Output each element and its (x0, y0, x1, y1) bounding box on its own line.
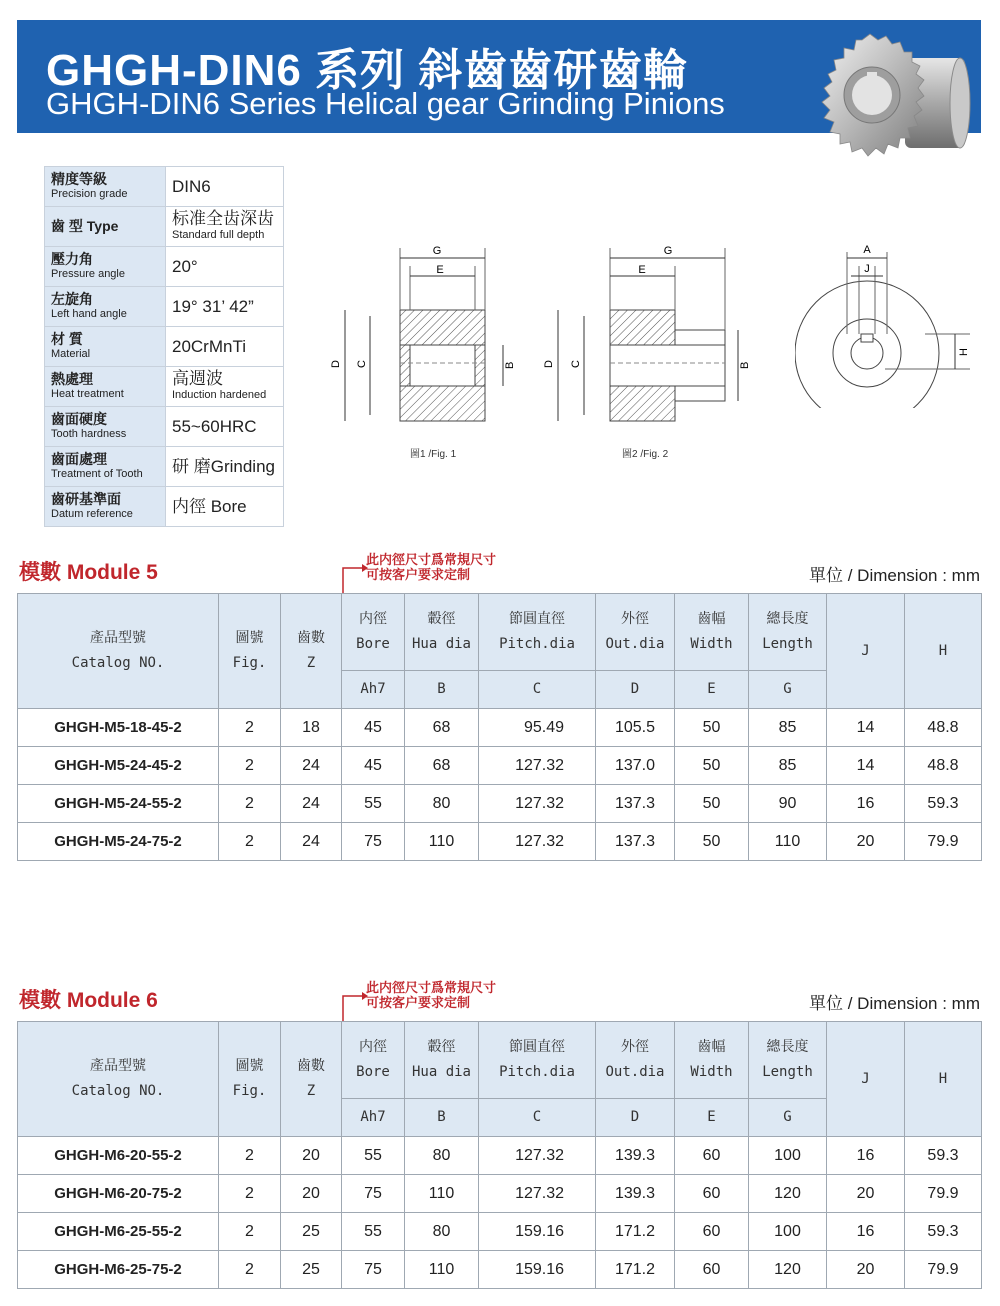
cell-length: 120 (749, 1175, 827, 1213)
cell-hub: 68 (405, 709, 479, 747)
col-out-en: Out.dia (605, 1064, 665, 1080)
front-view-drawing (795, 238, 980, 408)
spec-key-en: Precision grade (51, 187, 128, 200)
cell-length: 100 (749, 1137, 827, 1175)
cell-out: 171.2 (596, 1213, 675, 1251)
gear-photo-icon (800, 30, 980, 180)
col-pitch-en: Pitch.dia (499, 1064, 575, 1080)
cell-h: 48.8 (905, 709, 982, 747)
col-j (827, 1022, 905, 1137)
col-pitch-sub (479, 671, 596, 709)
col-j-label: J (861, 1070, 870, 1087)
cell-pitch: 159.16 (479, 1213, 596, 1251)
bore-note-line1: 此内徑尺寸爲常規尺寸 (366, 552, 497, 567)
spec-key (45, 447, 166, 487)
spec-row (45, 167, 284, 207)
spec-value (166, 367, 284, 407)
unit-label: 單位 / Dimension : mm (809, 994, 980, 1013)
cell-bore: 55 (342, 785, 405, 823)
cell-length: 85 (749, 747, 827, 785)
col-out-sub (596, 671, 675, 709)
spec-value (166, 167, 284, 207)
col-hub-sub-label: B (437, 1109, 446, 1125)
page-subtitle: GHGH-DIN6 Series Helical gear Grinding Pinions (46, 86, 725, 121)
col-pitch-en: Pitch.dia (499, 636, 575, 652)
spec-value-main: 标准全齿深齿 (172, 208, 274, 228)
spec-key (45, 207, 166, 247)
col-pitch-sub-label: C (532, 1109, 542, 1125)
cell-h: 79.9 (905, 1251, 982, 1289)
spec-key (45, 327, 166, 367)
cell-bore: 45 (342, 709, 405, 747)
col-catalog-cn: 產品型號 (90, 630, 146, 646)
col-out-sub-label: D (630, 1109, 640, 1125)
spec-value (166, 247, 284, 287)
col-hub-sub-label: B (437, 681, 446, 697)
figure-2-drawing (538, 238, 768, 438)
figure-1-caption: 圖1 /Fig. 1 (410, 449, 457, 460)
cell-out: 137.3 (596, 823, 675, 861)
cell-catalog: GHGH-M5-18-45-2 (18, 709, 219, 747)
cell-out: 139.3 (596, 1175, 675, 1213)
cell-j: 20 (827, 1175, 905, 1213)
col-pitch (479, 1022, 596, 1099)
col-out-cn: 外徑 (621, 611, 649, 627)
cell-catalog: GHGH-M5-24-55-2 (18, 785, 219, 823)
cell-teeth: 25 (281, 1213, 342, 1251)
cell-hub: 80 (405, 1213, 479, 1251)
cell-teeth: 18 (281, 709, 342, 747)
cell-h: 59.3 (905, 1213, 982, 1251)
spec-value-main: DIN6 (172, 176, 211, 196)
col-bore (342, 594, 405, 671)
cell-width: 50 (675, 785, 749, 823)
col-width-en: Width (690, 1064, 733, 1080)
col-length-cn: 總長度 (766, 1039, 809, 1055)
col-hub-cn: 轂徑 (427, 1039, 456, 1055)
col-pitch (479, 594, 596, 671)
col-bore-sub (342, 1099, 405, 1137)
spec-value-main: 研 磨Grinding (172, 456, 275, 476)
spec-row (45, 487, 284, 527)
spec-key-en: Datum reference (51, 507, 133, 520)
col-bore-sub-label: Ah7 (360, 681, 386, 697)
spec-key (45, 287, 166, 327)
cell-bore: 75 (342, 1251, 405, 1289)
fig1-label-e: E (436, 264, 444, 276)
cell-out: 105.5 (596, 709, 675, 747)
spec-key (45, 167, 166, 207)
cell-length: 120 (749, 1251, 827, 1289)
col-bore-cn: 内徑 (359, 1039, 387, 1055)
col-teeth-cn: 齒數 (297, 630, 325, 646)
col-catalog (18, 594, 219, 709)
cell-fig: 2 (219, 1137, 281, 1175)
cell-h: 59.3 (905, 1137, 982, 1175)
cell-j: 16 (827, 785, 905, 823)
col-hub-en: Hua dia (411, 1064, 471, 1080)
spec-key-en: Left hand angle (51, 307, 127, 320)
bore-note (366, 980, 496, 1010)
cell-length: 85 (749, 709, 827, 747)
cell-j: 20 (827, 823, 905, 861)
table-row (18, 823, 982, 861)
bore-note-line2: 可按客户要求定制 (366, 995, 471, 1010)
cell-catalog: GHGH-M6-20-75-2 (18, 1175, 219, 1213)
spec-value (166, 327, 284, 367)
cell-hub: 110 (405, 1251, 479, 1289)
fig1-label-c: C (356, 360, 368, 368)
fig2-label-b: B (739, 361, 751, 369)
col-bore-en: Bore (356, 1064, 390, 1080)
spec-key-en: Treatment of Tooth (51, 467, 143, 480)
cell-fig: 2 (219, 785, 281, 823)
cell-j: 16 (827, 1137, 905, 1175)
col-pitch-cn: 節圓直徑 (509, 1039, 565, 1055)
cell-hub: 110 (405, 1175, 479, 1213)
col-width-sub (675, 1099, 749, 1137)
module-5-title: 模數 Module 5 (19, 561, 158, 584)
col-hub-en: Hua dia (411, 636, 471, 652)
cell-fig: 2 (219, 1251, 281, 1289)
cell-j: 20 (827, 1251, 905, 1289)
cell-bore: 75 (342, 1175, 405, 1213)
cell-width: 60 (675, 1251, 749, 1289)
spec-value (166, 407, 284, 447)
spec-key-en: Material (51, 347, 91, 360)
spec-row (45, 287, 284, 327)
spec-key-cn: 精度等級 (51, 170, 107, 187)
front-label-j: J (864, 263, 870, 275)
col-bore-en: Bore (356, 636, 390, 652)
spec-value-en: Standard full depth (172, 228, 265, 241)
col-bore (342, 1022, 405, 1099)
col-fig-en: Fig. (232, 1083, 267, 1099)
col-hub (405, 1022, 479, 1099)
spec-row (45, 207, 284, 247)
cell-pitch: 159.16 (479, 1251, 596, 1289)
col-teeth (281, 1022, 342, 1137)
col-length-en: Length (762, 636, 813, 652)
spec-key (45, 407, 166, 447)
cell-teeth: 20 (281, 1175, 342, 1213)
col-bore-sub (342, 671, 405, 709)
spec-row (45, 327, 284, 367)
front-label-a: A (863, 244, 871, 256)
cell-out: 137.3 (596, 785, 675, 823)
table-row (18, 709, 982, 747)
cell-out: 171.2 (596, 1251, 675, 1289)
col-length (749, 1022, 827, 1099)
bore-note (366, 552, 496, 582)
spec-value (166, 487, 284, 527)
cell-catalog: GHGH-M6-25-55-2 (18, 1213, 219, 1251)
spec-value (166, 447, 284, 487)
spec-value-main: 20° (172, 256, 198, 276)
col-length-sub (749, 671, 827, 709)
col-catalog-cn: 產品型號 (90, 1058, 146, 1074)
col-teeth-en: Z (306, 1083, 316, 1099)
col-fig-cn: 圖號 (235, 630, 264, 646)
cell-pitch: 127.32 (479, 1137, 596, 1175)
spec-value-main: 高週波 (172, 368, 223, 388)
cell-bore: 75 (342, 823, 405, 861)
col-catalog-en: Catalog NO. (71, 1083, 165, 1099)
cell-fig: 2 (219, 1213, 281, 1251)
spec-key-cn: 齒 型 Type (51, 218, 119, 234)
spec-value (166, 207, 284, 247)
cell-width: 60 (675, 1175, 749, 1213)
cell-out: 139.3 (596, 1137, 675, 1175)
fig1-label-g: G (432, 245, 442, 257)
spec-value-main: 20CrMnTi (172, 336, 246, 356)
col-hub-sub (405, 1099, 479, 1137)
spec-key (45, 487, 166, 527)
spec-value-main: 55~60HRC (172, 416, 257, 436)
spec-value (166, 287, 284, 327)
cell-teeth: 24 (281, 747, 342, 785)
col-width-cn: 齒幅 (697, 1039, 726, 1055)
col-fig-en: Fig. (232, 655, 267, 671)
cell-length: 100 (749, 1213, 827, 1251)
fig1-label-d: D (330, 360, 342, 368)
col-out-sub (596, 1099, 675, 1137)
spec-key-cn: 齒研基準面 (51, 490, 121, 507)
module-6-table (17, 1021, 982, 1289)
spec-key-cn: 左旋角 (51, 290, 93, 307)
spec-value-main: 19° 31’ 42” (172, 296, 254, 316)
module-5-table (17, 593, 982, 861)
spec-key-en: Heat treatment (51, 387, 124, 400)
col-j (827, 594, 905, 709)
spec-row (45, 447, 284, 487)
col-fig (219, 594, 281, 709)
spec-key-cn: 熱處理 (51, 370, 93, 387)
col-teeth-cn: 齒數 (297, 1058, 325, 1074)
spec-key-en: Tooth hardness (51, 427, 127, 440)
col-out-sub-label: D (630, 681, 640, 697)
cell-fig: 2 (219, 747, 281, 785)
cell-h: 79.9 (905, 1175, 982, 1213)
cell-hub: 80 (405, 1137, 479, 1175)
cell-catalog: GHGH-M5-24-45-2 (18, 747, 219, 785)
table-row (18, 1175, 982, 1213)
cell-width: 50 (675, 747, 749, 785)
col-out (596, 1022, 675, 1099)
fig2-label-c: C (570, 360, 582, 368)
table-row (18, 1213, 982, 1251)
col-length-sub-label: G (783, 681, 792, 697)
unit-label: 單位 / Dimension : mm (809, 566, 980, 585)
cell-catalog: GHGH-M5-24-75-2 (18, 823, 219, 861)
cell-bore: 55 (342, 1213, 405, 1251)
cell-j: 16 (827, 1213, 905, 1251)
cell-teeth: 24 (281, 785, 342, 823)
cell-width: 50 (675, 709, 749, 747)
col-bore-sub-label: Ah7 (360, 1109, 386, 1125)
table-row (18, 1137, 982, 1175)
col-length (749, 594, 827, 671)
cell-fig: 2 (219, 823, 281, 861)
fig2-label-d: D (543, 360, 555, 368)
col-pitch-cn: 節圓直徑 (509, 611, 565, 627)
col-width-cn: 齒幅 (697, 611, 726, 627)
col-length-cn: 總長度 (766, 611, 809, 627)
col-out (596, 594, 675, 671)
col-width-sub-label: E (707, 1109, 716, 1125)
cell-teeth: 25 (281, 1251, 342, 1289)
cell-catalog: GHGH-M6-20-55-2 (18, 1137, 219, 1175)
cell-pitch: 95.49 (479, 709, 596, 747)
cell-width: 60 (675, 1137, 749, 1175)
cell-catalog: GHGH-M6-25-75-2 (18, 1251, 219, 1289)
col-hub-sub (405, 671, 479, 709)
cell-width: 60 (675, 1213, 749, 1251)
spec-key-en: Pressure angle (51, 267, 125, 280)
col-h (905, 594, 982, 709)
module-6-title: 模數 Module 6 (19, 989, 158, 1012)
cell-h: 79.9 (905, 823, 982, 861)
col-h-label: H (938, 1070, 948, 1087)
spec-value-en: Induction hardened (172, 388, 267, 401)
col-hub (405, 594, 479, 671)
cell-teeth: 24 (281, 823, 342, 861)
cell-width: 50 (675, 823, 749, 861)
table-row (18, 785, 982, 823)
spec-key (45, 367, 166, 407)
cell-pitch: 127.32 (479, 747, 596, 785)
cell-bore: 55 (342, 1137, 405, 1175)
col-width-sub-label: E (707, 681, 716, 697)
spec-row (45, 247, 284, 287)
cell-hub: 80 (405, 785, 479, 823)
cell-teeth: 20 (281, 1137, 342, 1175)
col-catalog-en: Catalog NO. (71, 655, 165, 671)
col-h-label: H (938, 642, 948, 659)
figure-2-caption: 圖2 /Fig. 2 (622, 449, 669, 460)
spec-row (45, 407, 284, 447)
cell-j: 14 (827, 747, 905, 785)
page-title: GHGH-DIN6 系列 斜齒齒研齒輪 (46, 46, 689, 95)
cell-bore: 45 (342, 747, 405, 785)
fig2-label-e: E (638, 264, 646, 276)
table-row (18, 1251, 982, 1289)
spec-key (45, 247, 166, 287)
cell-h: 59.3 (905, 785, 982, 823)
cell-h: 48.8 (905, 747, 982, 785)
spec-value-main: 内徑 Bore (172, 496, 247, 516)
bore-note-line1: 此内徑尺寸爲常規尺寸 (366, 980, 497, 995)
col-length-sub-label: G (783, 1109, 792, 1125)
col-teeth-en: Z (306, 655, 316, 671)
col-j-label: J (861, 642, 870, 659)
spec-key-cn: 材 質 (51, 330, 83, 347)
cell-length: 110 (749, 823, 827, 861)
col-length-en: Length (762, 1064, 813, 1080)
col-hub-cn: 轂徑 (427, 611, 456, 627)
spec-key-cn: 齒面硬度 (51, 410, 107, 427)
bore-note-line2: 可按客户要求定制 (366, 567, 471, 582)
cell-pitch: 127.32 (479, 1175, 596, 1213)
cell-pitch: 127.32 (479, 785, 596, 823)
cell-pitch: 127.32 (479, 823, 596, 861)
cell-out: 137.0 (596, 747, 675, 785)
col-pitch-sub-label: C (532, 681, 542, 697)
col-width (675, 1022, 749, 1099)
col-width (675, 594, 749, 671)
cell-j: 14 (827, 709, 905, 747)
col-bore-cn: 内徑 (359, 611, 387, 627)
cell-fig: 2 (219, 1175, 281, 1213)
col-width-en: Width (690, 636, 733, 652)
spec-row (45, 367, 284, 407)
cell-length: 90 (749, 785, 827, 823)
col-width-sub (675, 671, 749, 709)
col-teeth (281, 594, 342, 709)
cell-fig: 2 (219, 709, 281, 747)
col-h (905, 1022, 982, 1137)
cell-hub: 110 (405, 823, 479, 861)
spec-table (44, 166, 284, 527)
col-fig-cn: 圖號 (235, 1058, 264, 1074)
col-catalog (18, 1022, 219, 1137)
fig1-label-b: B (504, 361, 516, 369)
cell-hub: 68 (405, 747, 479, 785)
col-pitch-sub (479, 1099, 596, 1137)
col-out-cn: 外徑 (621, 1039, 649, 1055)
col-length-sub (749, 1099, 827, 1137)
front-label-h: H (958, 348, 970, 356)
col-out-en: Out.dia (605, 636, 665, 652)
col-fig (219, 1022, 281, 1137)
spec-key-cn: 齒面處理 (51, 450, 107, 467)
fig2-label-g: G (663, 245, 673, 257)
table-row (18, 747, 982, 785)
spec-key-cn: 壓力角 (51, 250, 93, 267)
figure-1-drawing (325, 238, 530, 438)
